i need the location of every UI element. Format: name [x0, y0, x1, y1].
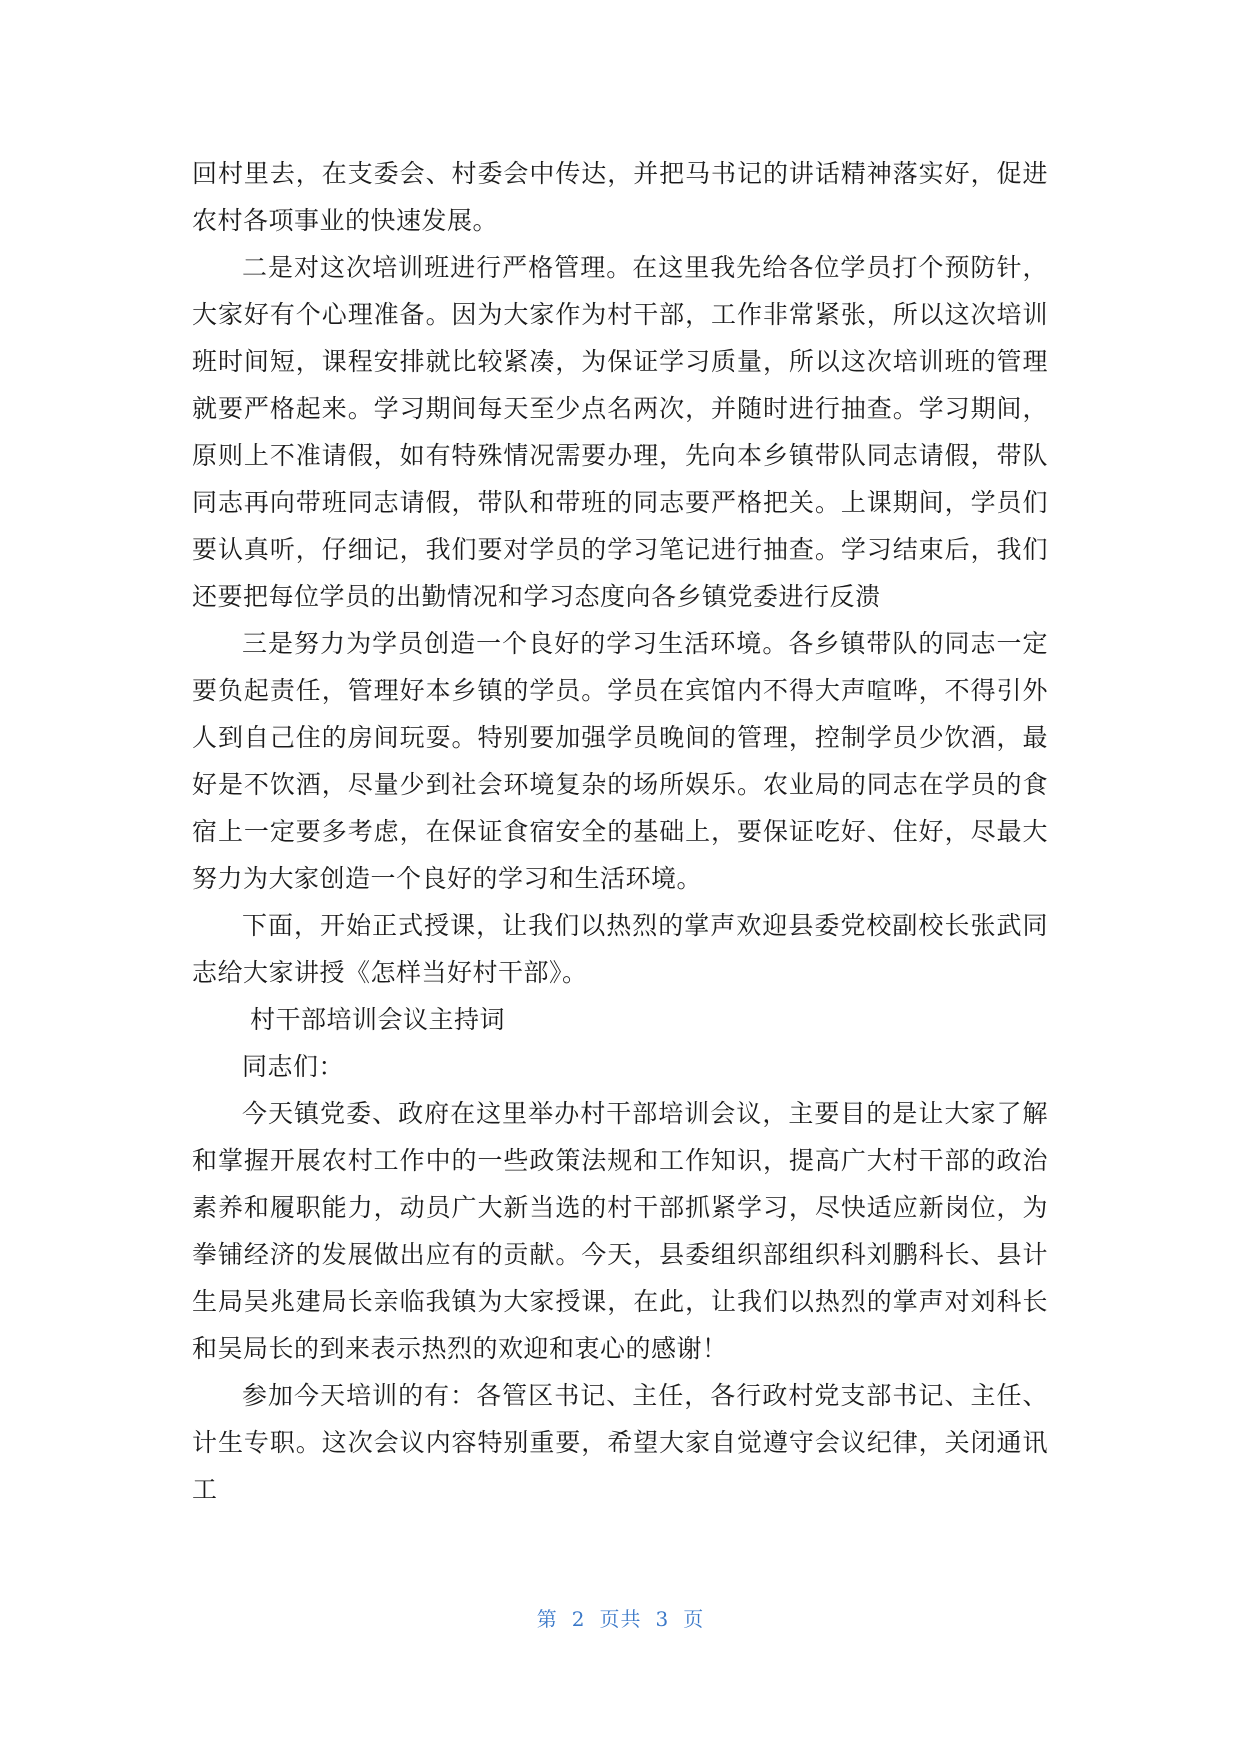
paragraph-environment: 三是努力为学员创造一个良好的学习生活环境。各乡镇带队的同志一定要负起责任，管理好本乡镇的学员。学员在宾馆内不得大声喧哗，不得引外人到自己住的房间玩耍。特别要加强学员晚间的管理，控制学员少饮酒，最好是不饮酒，尽量少到社会环境复杂的场所娱乐。农业局的同志在学员的食宿上一定要多考虑，在保证食宿安全的基础上，要保证吃好、住好，尽最大努力为大家创造一个良好的学习和生活环境。: [192, 629, 1048, 893]
paragraph-attendees: 参加今天培训的有：各管区书记、主任，各行政村党支部书记、主任、计生专职。这次会议内容特别重要，希望大家自觉遵守会议纪律，关闭通讯工: [192, 1381, 1048, 1504]
section-heading: 村干部培训会议主持词: [250, 1005, 506, 1034]
footer-label-end: 页: [683, 1607, 705, 1631]
paragraph-meeting-purpose: 今天镇党委、政府在这里举办村干部培训会议，主要目的是让大家了解和掌握开展农村工作中的一些政策法规和工作知识，提高广大村干部的政治素养和履职能力，动员广大新当选的村干部抓紧学习，尽快适应新岗位，为拳铺经济的发展做出应有的贡献。今天，县委组织部组织科刘鹏科长、县计生局吴兆建局长亲临我镇为大家授课，在此，让我们以热烈的掌声对刘科长和吴局长的到来表示热烈的欢迎和衷心的感谢！: [192, 1099, 1048, 1363]
salutation: 同志们：: [242, 1052, 345, 1081]
page-footer: [0, 1603, 1241, 1632]
paragraph-continuation: 回村里去，在支委会、村委会中传达，并把马书记的讲话精神落实好，促进农村各项事业的快速发展。: [192, 159, 1048, 235]
footer-label-of: 页共: [599, 1607, 642, 1631]
footer-current-page: 2: [571, 1607, 586, 1631]
footer-label-page: 第: [536, 1607, 558, 1631]
paragraph-lecture-intro: 下面，开始正式授课，让我们以热烈的掌声欢迎县委党校副校长张武同志给大家讲授《怎样当好村干部》。: [192, 911, 1048, 987]
paragraph-management: 二是对这次培训班进行严格管理。在这里我先给各位学员打个预防针，大家好有个心理准备。因为大家作为村干部，工作非常紧张，所以这次培训班时间短，课程安排就比较紧凑，为保证学习质量，所以这次培训班的管理就要严格起来。学习期间每天至少点名两次，并随时进行抽查。学习期间，原则上不准请假，如有特殊情况需要办理，先向本乡镇带队同志请假，带队同志再向带班同志请假，带队和带班的同志要严格把关。上课期间，学员们要认真听，仔细记，我们要对学员的学习笔记进行抽查。学习结束后，我们还要把每位学员的出勤情况和学习态度向各乡镇党委进行反溃: [192, 253, 1048, 611]
document-body: [192, 150, 1048, 1513]
footer-total-pages: 3: [655, 1607, 670, 1631]
